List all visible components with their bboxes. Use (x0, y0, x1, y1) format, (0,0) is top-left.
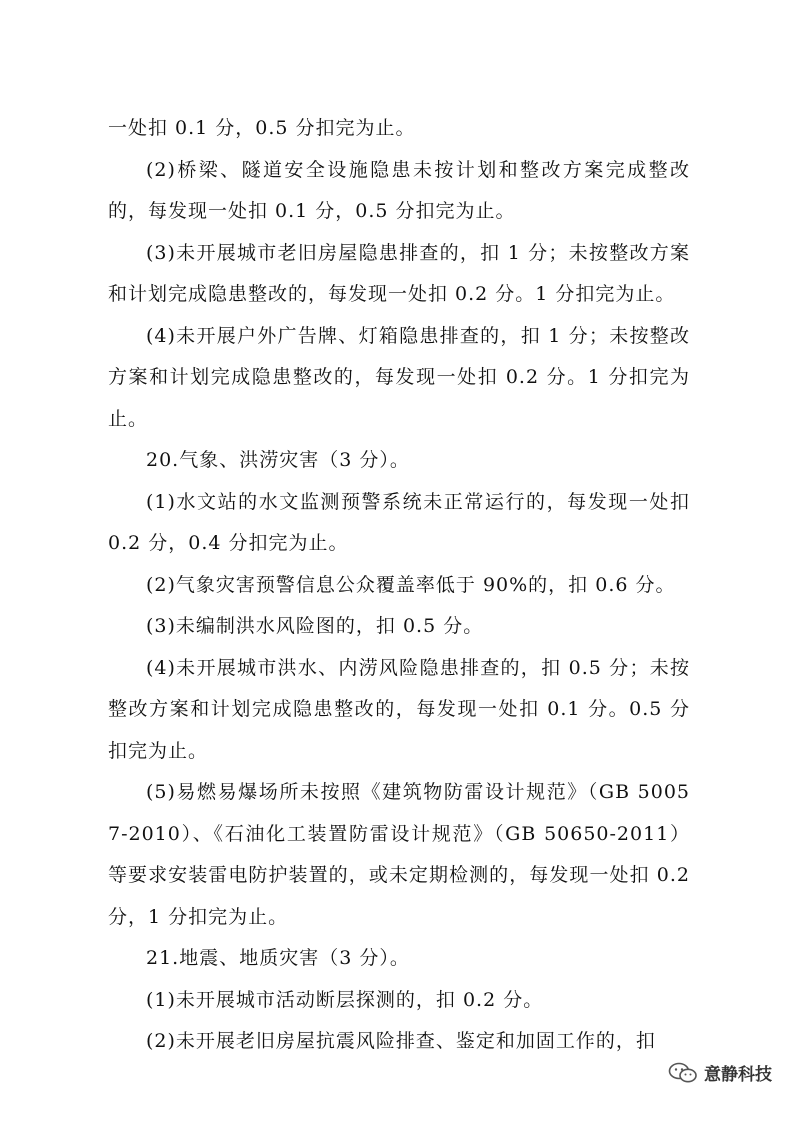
watermark (668, 1060, 772, 1085)
paragraph-12: (2)未开展老旧房屋抗震风险排查、鉴定和加固工作的，扣 (146, 1030, 656, 1052)
paragraph-3: (4)未开展户外广告牌、灯箱隐患排查的，扣 1 分；未按整改方案和计划完成隐患整改的，每发现一处扣 0.2 分。1 分扣完为止。 (108, 324, 690, 430)
section-heading-20: 20.气象、洪涝灾害（3 分）。 (146, 449, 410, 471)
paragraph-8: (4)未开展城市洪水、内涝风险隐患排查的，扣 0.5 分；未按整改方案和计划完成隐患整改的，每发现一处扣 0.1 分。0.5 分扣完为止。 (108, 656, 690, 762)
section-heading-21: 21.地震、地质灾害（3 分）。 (146, 947, 410, 969)
wechat-icon (668, 1062, 698, 1084)
paragraph-0: 一处扣 0.1 分，0.5 分扣完为止。 (108, 117, 416, 139)
paragraph-2: (3)未开展城市老旧房屋隐患排查的，扣 1 分；未按整改方案和计划完成隐患整改的，每发现一处扣 0.2 分。1 分扣完为止。 (108, 241, 690, 305)
paragraph-1: (2)桥梁、隧道安全设施隐患未按计划和整改方案完成整改的，每发现一处扣 0.1 分，0.5 分扣完为止。 (108, 158, 690, 222)
paragraph-9: (5)易燃易爆场所未按照《建筑物防雷设计规范》（GB 50057-2010）、《石油化工装置防雷设计规范》（GB 50650-2011）等要求安装雷电防护装置的，或未定期检测的，每发现一处扣 0.2 分，1 分扣完为止。 (108, 781, 690, 928)
paragraph-7: (3)未编制洪水风险图的，扣 0.5 分。 (146, 615, 484, 637)
paragraph-11: (1)未开展城市活动断层探测的，扣 0.2 分。 (146, 988, 544, 1011)
document-body (108, 108, 690, 1063)
watermark-text: 意静科技 (704, 1065, 772, 1085)
paragraph-5: (1)水文站的水文监测预警系统未正常运行的，每发现一处扣 0.2 分，0.4 分扣完为止。 (108, 490, 690, 554)
paragraph-6: (2)气象灾害预警信息公众覆盖率低于 90%的，扣 0.6 分。 (146, 573, 676, 596)
